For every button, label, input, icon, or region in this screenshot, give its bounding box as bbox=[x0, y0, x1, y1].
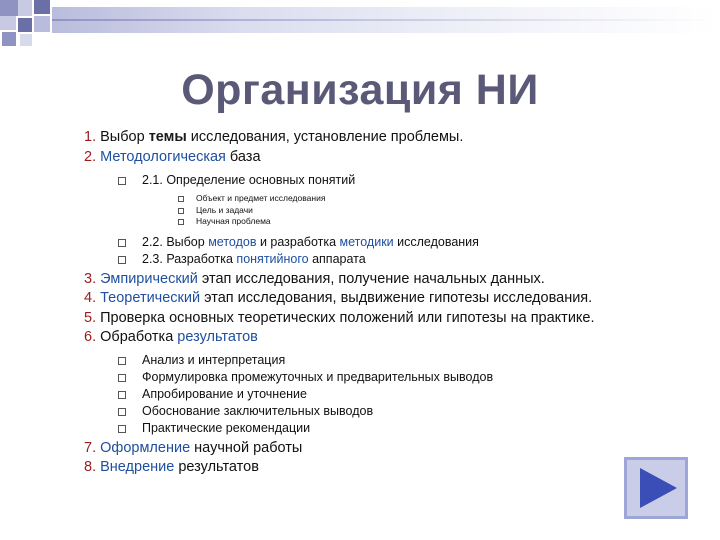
list-item-6: 6. Обработка результатов bbox=[84, 329, 258, 345]
list-item-8: 8. Внедрение результатов bbox=[84, 459, 259, 475]
sublist-item: Апробирование и уточнение bbox=[84, 386, 704, 403]
checkbox-bullet-icon bbox=[118, 374, 126, 382]
decor-square bbox=[34, 0, 50, 14]
decor-square bbox=[20, 34, 32, 46]
decor-square bbox=[0, 16, 16, 30]
play-triangle-icon bbox=[627, 460, 685, 516]
subsublist-item: Научная проблема bbox=[84, 216, 704, 228]
checkbox-bullet-icon bbox=[118, 357, 126, 365]
list-item-5: 5. Проверка основных теоретических положений или гипотезы на практике. bbox=[84, 309, 595, 326]
decor-square bbox=[0, 0, 18, 16]
checkbox-bullet-icon bbox=[118, 177, 126, 185]
sublist-item: Формулировка промежуточных и предварительных выводов bbox=[84, 369, 704, 386]
outline-list bbox=[84, 128, 704, 478]
sublist-item: Практические рекомендации bbox=[84, 420, 704, 437]
subsublist-item: Цель и задачи bbox=[84, 205, 704, 217]
sublist-item: 2.2. Выбор методов и разработка методики исследования bbox=[84, 234, 704, 250]
checkbox-bullet-icon bbox=[178, 219, 184, 225]
checkbox-bullet-icon bbox=[118, 408, 126, 416]
list-item-7: 7. Оформление научной работы bbox=[84, 439, 303, 456]
checkbox-bullet-icon bbox=[118, 256, 126, 264]
subsublist-item: Объект и предмет исследования bbox=[84, 193, 704, 205]
decor-line bbox=[52, 19, 720, 21]
decor-square bbox=[18, 18, 32, 32]
checkbox-bullet-icon bbox=[118, 391, 126, 399]
checkbox-bullet-icon bbox=[118, 425, 126, 433]
checkbox-bullet-icon bbox=[118, 239, 126, 247]
list-item-4: 4. Теоретический этап исследования, выдвижение гипотезы исследования. bbox=[84, 290, 593, 306]
decor-square bbox=[2, 32, 16, 46]
decor-square bbox=[34, 16, 50, 32]
slide-title: Организация НИ bbox=[181, 66, 539, 114]
list-item-1: 1. Выбор темы исследования, установление проблемы. bbox=[84, 129, 464, 145]
checkbox-bullet-icon bbox=[178, 196, 184, 202]
sublist-item: 2.3. Разработка понятийного аппарата bbox=[84, 251, 704, 267]
next-slide-button[interactable] bbox=[624, 457, 688, 519]
sublist-item: Анализ и интерпретация bbox=[84, 352, 704, 369]
sublist-item: Обоснование заключительных выводов bbox=[84, 403, 704, 420]
sublist-item: 2.1. Определение основных понятий bbox=[84, 172, 704, 188]
list-item-3: 3. Эмпирический этап исследования, получение начальных данных. bbox=[84, 270, 545, 287]
checkbox-bullet-icon bbox=[178, 208, 184, 214]
decor-square bbox=[18, 0, 32, 16]
corner-decoration bbox=[0, 0, 720, 50]
list-item-2: 2. Методологическая база bbox=[84, 148, 261, 165]
